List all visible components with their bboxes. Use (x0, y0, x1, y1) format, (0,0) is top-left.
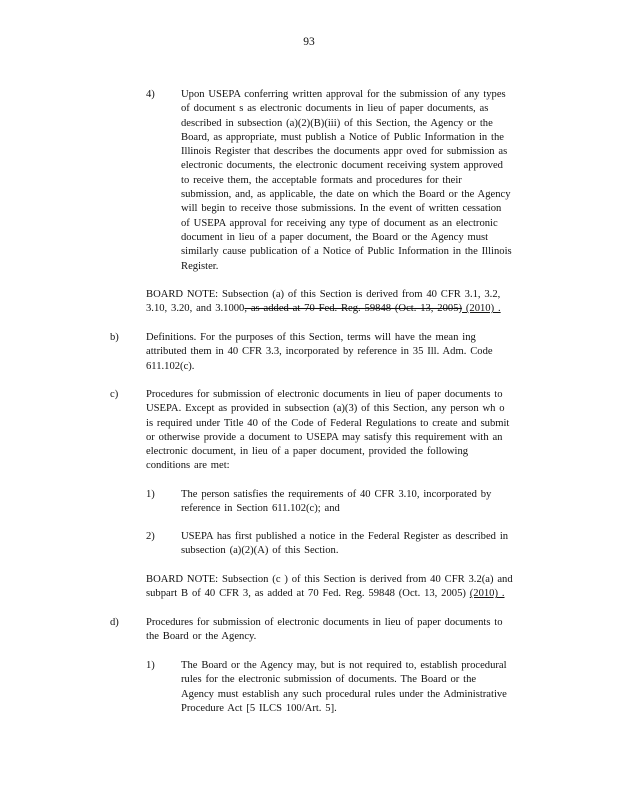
item-c-text (146, 388, 538, 474)
item-d1-label: 1) (146, 660, 155, 671)
board-note-1-line: BOARD NOTE: Subsection (a) of this Section is derived from 40 CFR 3.1, 3.2, (146, 289, 501, 300)
board-note-1-deleted-text: , as added at 70 Fed. Reg. 59848 (Oct. 13, 2005) (244, 303, 463, 315)
item-4-line: Board, as appropriate, must publish a Notice of Public Information in the (181, 131, 504, 143)
board-note-2-line: BOARD NOTE: Subsection (c ) of this Section is derived from 40 CFR 3.2(a) and (146, 574, 513, 585)
item-c-label: c) (110, 389, 119, 400)
board-note-2-text: subpart B of 40 CFR 3, as added at 70 Fed. Reg. 59848 (Oct. 13, 2005) (146, 588, 470, 600)
item-d1-line: The Board or the Agency may, but is not required to, establish procedural (181, 660, 507, 671)
item-4-line: to receive them, the acceptable formats and procedures for their (181, 174, 462, 186)
item-4-line: Register. (181, 260, 219, 272)
item-4-line: submission, and, as applicable, the date on which the Board or the Agency (181, 189, 511, 201)
item-c-line: is required under Title 40 of the Code of Federal Regulations to create and submit (146, 417, 510, 429)
board-note-1 (146, 288, 538, 317)
item-4-line: of USEPA approval for receiving any type of document as an electronic (181, 217, 498, 229)
item-d-text (146, 616, 538, 645)
item-4-line: Upon USEPA conferring written approval for the submission of any types (181, 89, 506, 100)
item-d-line: the Board or the Agency. (146, 631, 257, 643)
item-d-label: d) (110, 617, 119, 628)
item-d1-line: rules for the electronic submission of documents. The Board or the (181, 674, 477, 686)
item-c-line: Procedures for submission of electronic documents in lieu of paper documents to (146, 389, 503, 400)
item-c1-line: The person satisfies the requirements of 40 CFR 3.10, incorporated by (181, 489, 492, 500)
item-c-line: electronic document, in lieu of a paper document, provided the following (146, 446, 469, 458)
item-4-line: of document s as electronic documents in lieu of paper documents, as (181, 103, 489, 115)
board-note-2-added-text: (2010) . (469, 588, 505, 600)
item-4-line: will begin to receive those submissions. In the event of written cessation (181, 203, 502, 215)
board-note-1-text: 3.10, 3.20, and 3.1000 (146, 303, 245, 315)
item-c2-label: 2) (146, 531, 155, 542)
item-c-line: or otherwise provide a document to USEPA may satisfy this requirement with an (146, 431, 503, 443)
item-4-line: described in subsection (a)(2)(B)(iii) of this Section, the Agency or the (181, 117, 493, 129)
item-4-line: similarly cause publication of a Notice of Public Information in the Illinois (181, 246, 512, 258)
item-c2-text (181, 530, 538, 559)
board-note-1-line (146, 302, 538, 316)
item-c-line: conditions are met: (146, 460, 230, 472)
item-b-line: 611.102(c). (146, 360, 195, 372)
item-c1-label: 1) (146, 489, 155, 500)
item-c1-line: reference in Section 611.102(c); and (181, 503, 340, 515)
page-number: 93 (303, 36, 315, 48)
item-b-label: b) (110, 332, 119, 343)
item-c2-line: USEPA has first published a notice in the Federal Register as described in (181, 531, 509, 542)
item-d-line: Procedures for submission of electronic documents in lieu of paper documents to (146, 617, 503, 628)
item-b-line: Definitions. For the purposes of this Section, terms will have the mean ing (146, 332, 476, 343)
board-note-2-line (146, 587, 538, 601)
item-c2-line: subsection (a)(2)(A) of this Section. (181, 545, 339, 557)
item-4-line: Illinois Register that describes the documents appr oved for submission as (181, 146, 508, 158)
item-d1-line: Agency must establish any such procedural rules under the Administrative (181, 688, 507, 700)
item-b-text (146, 331, 538, 374)
board-note-1-added-text: (2010) . (462, 303, 501, 315)
item-4-line: electronic documents, the electronic document receiving system approved (181, 160, 503, 172)
board-note-2 (146, 573, 538, 602)
item-c-line: USEPA. Except as provided in subsection (a)(3) of this Section, any person wh o (146, 403, 505, 415)
item-4-label: 4) (146, 89, 155, 100)
item-d1-line: Procedure Act [5 ILCS 100/Art. 5]. (181, 702, 337, 714)
item-d1-text (181, 659, 538, 716)
item-4-line: document in lieu of a paper document, the Board or the Agency must (181, 231, 489, 243)
item-c1-text (181, 488, 538, 517)
item-b-line: attributed them in 40 CFR 3.3, incorporated by reference in 35 Ill. Adm. Code (146, 346, 493, 358)
item-4-text (181, 88, 538, 274)
